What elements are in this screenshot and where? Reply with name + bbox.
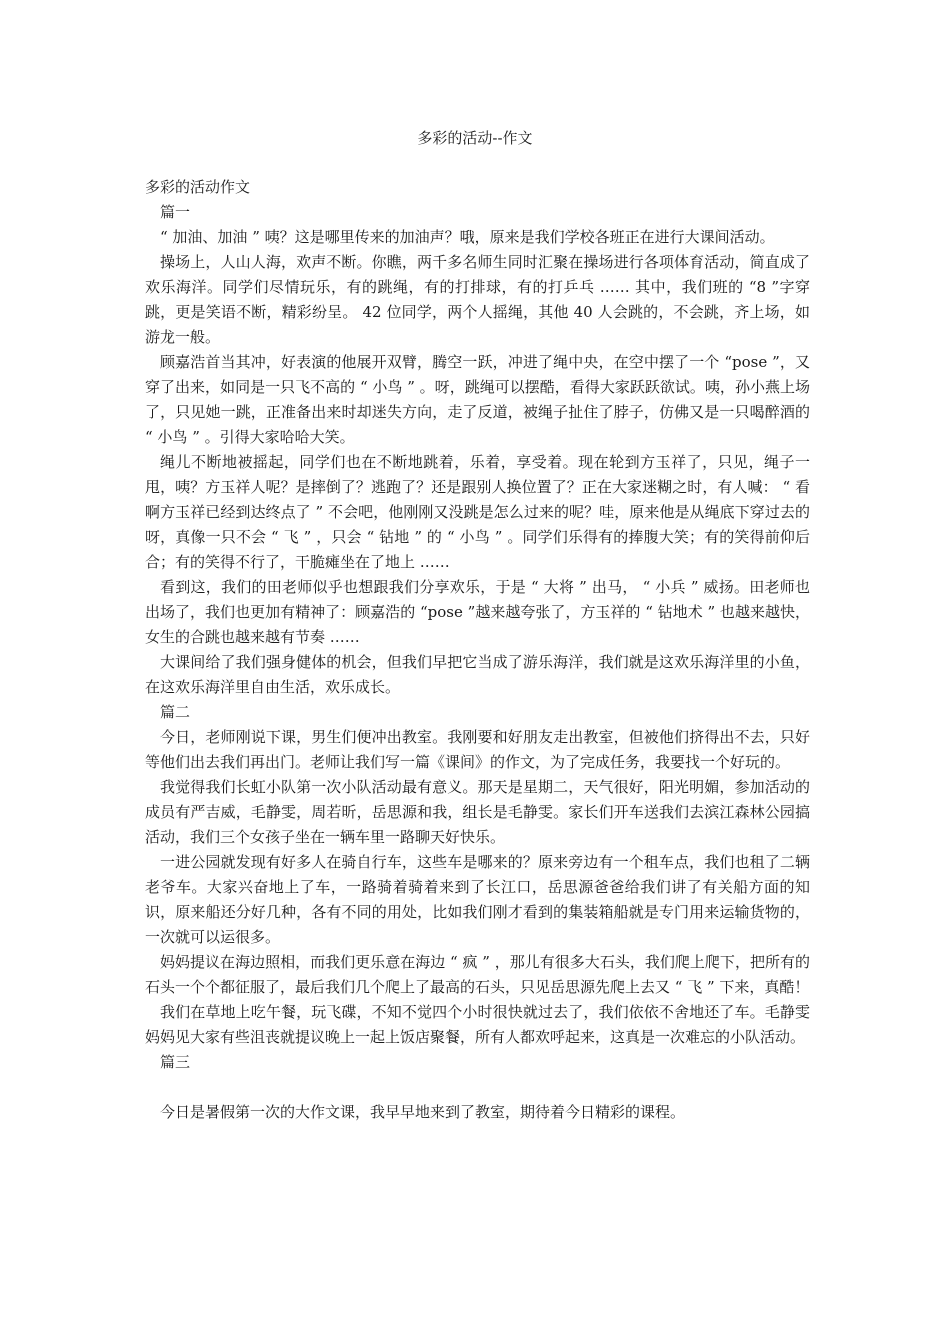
- paragraph: 一进公园就发现有好多人在骑自行车，这些车是哪来的？原来旁边有一个租车点，我们也租了二辆老爷车。大家兴奋地上了车，一路骑着骑着来到了长江口，岳思源爸爸给我们讲了有关船方面的知识，原来船还分好几种，各有不同的用处，比如我们刚才看到的集装箱船就是专门用来运输货物的，一次就可以运很多。: [145, 853, 810, 946]
- document-body: [145, 175, 810, 1125]
- document-title: 多彩的活动--作文: [417, 129, 533, 147]
- paragraph: 顾嘉浩首当其冲，好表演的他展开双臂，腾空一跃，冲进了绳中央，在空中摆了一个 “pose ”，又穿了出来，如同是一只飞不高的 “ 小鸟 ” 。呀，跳绳可以摆酷，看得大家跃跃欲试。咦，孙小燕上场了，只见她一跳，正准备出来时却迷失方向，走了反道，被绳子扯住了脖子，仿佛又是一只喝醉酒的 “ 小鸟 ” 。引得大家哈哈大笑。: [145, 353, 810, 446]
- paragraph: 大课间给了我们强身健体的机会，但我们早把它当成了游乐海洋，我们就是这欢乐海洋里的小鱼，在这欢乐海洋里自由生活，欢乐成长。: [145, 653, 810, 696]
- paragraph: 妈妈提议在海边照相，而我们更乐意在海边 “ 疯 ” ，那儿有很多大石头，我们爬上爬下，把所有的石头一个个都征服了，最后我们几个爬上了最高的石头，只见岳思源先爬上去又 “ 飞 ” 下来，真酷！: [145, 953, 810, 996]
- section-heading: 篇三: [160, 1053, 191, 1071]
- paragraph: 今日是暑假第一次的大作文课，我早早地来到了教室，期待着今日精彩的课程。: [160, 1103, 686, 1121]
- paragraph: 今日，老师刚说下课，男生们便冲出教室。我刚要和好朋友走出教室，但被他们挤得出不去，只好等他们出去我们再出门。老师让我们写一篇《课间》的作文，为了完成任务，我要找一个好玩的。: [145, 728, 810, 771]
- section-heading: 篇一: [160, 203, 191, 221]
- paragraph: 操场上，人山人海，欢声不断。你瞧，两千多名师生同时汇聚在操场进行各项体育活动，简直成了欢乐海洋。同学们尽情玩乐，有的跳绳，有的打排球，有的打乒乓 …… 其中，我们班的 “8 ”字穿跳，更是笑语不断，精彩纷呈。 42 位同学，两个人摇绳，其他 40 人会跳的，不会跳，齐上场，如游龙一般。: [145, 253, 810, 346]
- paragraph: 绳儿不断地被摇起，同学们也在不断地跳着，乐着，享受着。现在轮到方玉祥了，只见，绳子一甩，咦？方玉祥人呢？是摔倒了？逃跑了？还是跟别人换位置了？正在大家迷糊之时，有人喊： “ 看啊方玉祥已经到达终点了 ” 不会吧，他刚刚又没跳是怎么过来的呢？哇，原来他是从绳底下穿过去的呀，真像一只不会 “ 飞 ” ，只会 “ 钻地 ” 的 “ 小鸟 ” 。同学们乐得有的捧腹大笑；有的笑得前仰后合；有的笑得不行了，干脆瘫坐在了地上 ……: [145, 453, 810, 571]
- paragraph: “ 加油、加油 ” 咦？这是哪里传来的加油声？哦，原来是我们学校各班正在进行大课间活动。: [160, 228, 775, 246]
- document-subtitle: 多彩的活动作文: [145, 178, 251, 196]
- paragraph: 看到这，我们的田老师似乎也想跟我们分享欢乐，于是 “ 大将 ” 出马， “ 小兵 ” 威扬。田老师也出场了，我们也更加有精神了：顾嘉浩的 “pose ”越来越夸张了，方玉祥的 “ 钻地术 ” 也越来越快，女生的合跳也越来越有节奏 ……: [145, 578, 810, 646]
- section-heading: 篇二: [160, 703, 191, 721]
- paragraph: 我觉得我们长虹小队第一次小队活动最有意义。那天是星期二，天气很好，阳光明媚，参加活动的成员有严吉威，毛静雯，周若昕，岳思源和我，组长是毛静雯。家长们开车送我们去滨江森林公园搞活动，我们三个女孩子坐在一辆车里一路聊天好快乐。: [145, 778, 810, 846]
- blank-line: [145, 1075, 810, 1100]
- paragraph: 我们在草地上吃午餐，玩飞碟，不知不觉四个小时很快就过去了，我们依依不舍地还了车。毛静雯妈妈见大家有些沮丧就提议晚上一起上饭店聚餐，所有人都欢呼起来，这真是一次难忘的小队活动。: [145, 1003, 810, 1046]
